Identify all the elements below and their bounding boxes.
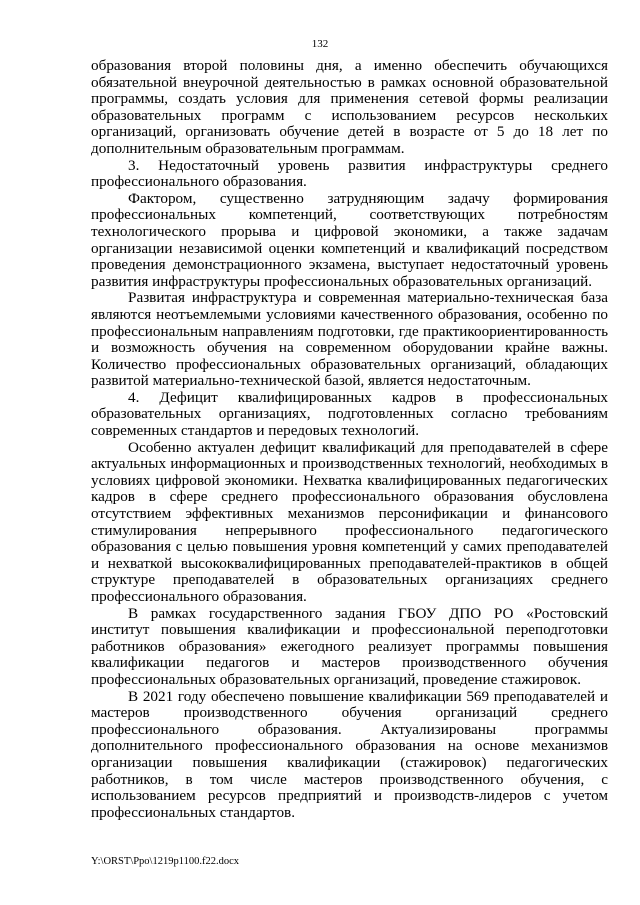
paragraph: образования второй половины дня, а именно обеспечить обучающихся обязательной внеурочной деятельностью в рамках основной образовательной программы, создать условия для применения сетевой формы реализации образовательных программ с использованием ресурсов нескольких организаций, организовать обучение детей в возрасте от 5 до 18 лет по дополнительным образовательным программам.	[91, 57, 608, 157]
paragraph: В 2021 году обеспечено повышение квалификации 569 преподавателей и мастеров производственного обучения организаций среднего профессионального образования. Актуализированы программы дополнительного профессионального образования на основе механизмов организации повышения квалификации (стажировок) педагогических работников, в том числе мастеров производственного обучения, с использованием ресурсов предприятий и производств-лидеров с учетом профессиональных стандартов.	[91, 687, 608, 821]
paragraph: В рамках государственного задания ГБОУ ДПО РО «Ростовский институт повышения квалификации и профессиональной переподготовки работников образования» ежегодного реализует программы повышения квалификации педагогов и мастеров производственного обучения профессиональных образовательных организаций, проведение стажировок.	[91, 604, 608, 688]
paragraph: 3. Недостаточный уровень развития инфраструктуры среднего профессионального образования.	[91, 156, 608, 191]
paragraph: Развитая инфраструктура и современная материально-техническая база являются неотъемлемыми условиями качественного образования, особенно по профессиональным направлениям подготовки, где практикоориентированность и возможность обучения на современном оборудовании крайне важны. Количество профессиональных образовательных организаций, обладающих развитой материально-технической базой, является недостаточным.	[91, 289, 608, 390]
paragraph: Фактором, существенно затрудняющим задачу формирования профессиональных компетенций, соответствующих потребностям технологического прорыва и цифровой экономики, а также задачам организации независимой оценки компетенций и квалификаций посредством проведения демонстрационного экзамена, выступает недостаточный уровень развития инфраструктуры профессиональных образовательных организаций.	[91, 189, 608, 290]
footer-file-path: Y:\ORST\Ppo\1219p1100.f22.docx	[91, 856, 239, 867]
page-number: 132	[311, 38, 329, 50]
paragraph: Особенно актуален дефицит квалификаций для преподавателей в сфере актуальных информационных и производственных технологий, необходимых в условиях цифровой экономики. Нехватка квалифицированных педагогических кадров в сфере среднего профессионального образования обусловлена отсутствием эффективных механизмов персонификации и финансового стимулирования непрерывного профессионального педагогического образования с целью повышения уровня компетенций у самих преподавателей и нехваткой высококвалифицированных преподавателей-практиков в общей структуре преподавателей в образовательных организациях среднего профессионального образования.	[91, 438, 608, 605]
paragraph: 4. Дефицит квалифицированных кадров в профессиональных образовательных организациях, подготовленных согласно требованиям современных стандартов и передовых технологий.	[91, 388, 608, 440]
document-body	[91, 58, 608, 821]
